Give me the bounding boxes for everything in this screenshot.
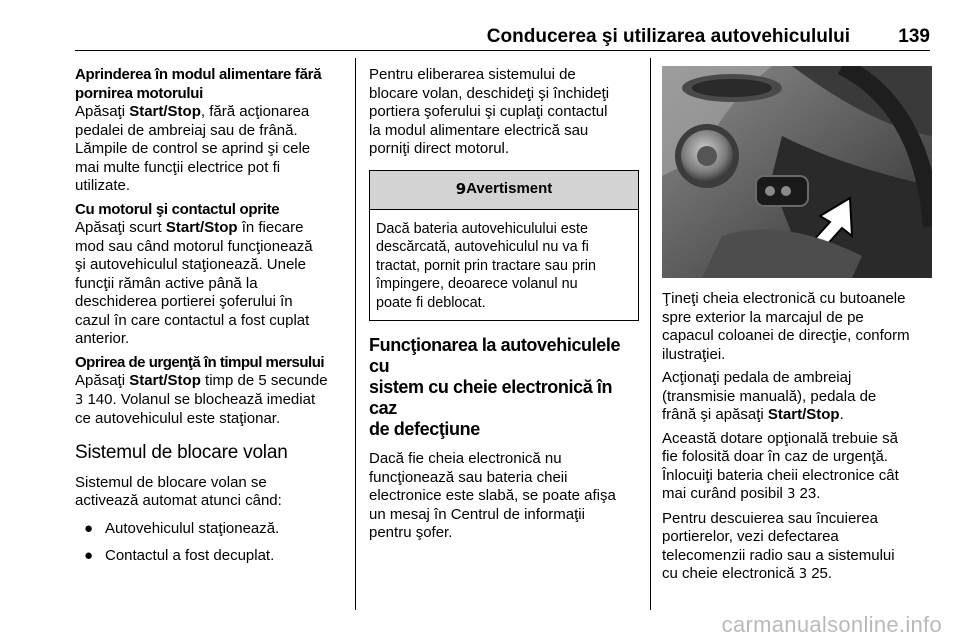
list-item: ● Autovehiculul staţionează. xyxy=(84,519,280,537)
heading-electronic-key-failure: Funcţionarea la autovehiculele cu sistem cu cheie electronică în caz de defecţiune xyxy=(369,335,621,439)
section-title-engine-off: Cu motorul şi contactul oprite xyxy=(75,200,280,218)
warning-header xyxy=(370,171,638,210)
column-divider-1 xyxy=(355,58,356,610)
list-item: ● Contactul a fost decuplat. xyxy=(84,547,275,564)
column-3 xyxy=(662,66,932,585)
paragraph-engine-off: Apăsaţi scurt Start/Stop în fiecare mod sau când motorul funcţionează şi autovehiculul staţionează. Unele funcţii rămân active până la deschiderea portierei şoferului în cazul în care contactul a fost cuplat anterior. xyxy=(75,219,313,347)
watermark: carmanualsonline.info xyxy=(721,612,942,637)
page-header xyxy=(75,22,930,48)
header-rule xyxy=(75,50,930,51)
steering-column-photo xyxy=(662,66,932,278)
bullet-icon: ● xyxy=(84,547,94,564)
bullet-icon: ● xyxy=(84,519,94,537)
page-number: 139 xyxy=(898,26,930,47)
paragraph-press-pedal: Acţionaţi pedala de ambreiaj (transmisie manuală), pedala de frână şi apăsaţi Start/Stop. xyxy=(662,369,877,423)
heading-steering-lock: Sistemul de blocare volan xyxy=(75,441,288,463)
paragraph-emergency-stop: Apăsaţi Start/Stop timp de 5 secunde 3 140. Volanul se blochează imediat ce autovehiculul este staţionar. xyxy=(75,372,328,427)
column-1 xyxy=(75,66,347,575)
bullet-list xyxy=(75,520,347,566)
paragraph-hold-key: Ţineţi cheia electronică cu butoanele spre exterior la marcajul de pe capacul coloanei de direcţie, conform ilustraţiei. xyxy=(662,290,910,363)
column-2 xyxy=(369,66,639,543)
paragraph-release-lock: Pentru eliberarea sistemului de blocare volan, deschideţi şi închideţi portiera şoferului şi cuplaţi contactul la modul alimentare electrică sau porniţi direct motorul. xyxy=(369,66,610,157)
section-title-emergency-stop: Oprirea de urgenţă în timpul mersului xyxy=(75,353,325,371)
header-title: Conducerea şi utilizarea autovehiculului xyxy=(486,26,850,47)
warning-title: Avertisment xyxy=(466,180,553,198)
column-divider-2 xyxy=(650,58,651,610)
paragraph-ignition: Apăsaţi Start/Stop, fără acţionarea pedalei de ambreiaj sau de frână. Lămpile de control se aprind şi cele mai multe funcţii electrice pot fi utilizate. xyxy=(75,103,311,194)
section-title-ignition: Aprinderea în modul alimentare fără pornirea motorului xyxy=(75,66,322,102)
page-ref-icon: 3 xyxy=(787,487,796,502)
paragraph-unlock-doors: Pentru descuierea sau încuierea portierelor, vezi defectarea telecomenzii radio sau a sistemului cu cheie electronică 3 25. xyxy=(662,509,895,582)
paragraph-emergency-use: Această dotare opţională trebuie să fie folosită doar în caz de urgenţă. Înlocuiţi bateria cheii electronice cât mai curând posibil 3 23. xyxy=(662,429,899,502)
page-ref-icon: 3 xyxy=(75,392,84,408)
paragraph-steering-lock: Sistemul de blocare volan se activează automat atunci când: xyxy=(75,473,282,509)
warning-box xyxy=(369,170,639,322)
paragraph-key-failure: Dacă fie cheia electronică nu funcţionează sau bateria cheii electronice este slabă, se poate afişa un mesaj în Centrul de informaţii pentru şofer. xyxy=(369,450,616,541)
page-ref-icon: 3 xyxy=(798,567,808,582)
warning-body: Dacă bateria autovehiculului este descărcată, autovehiculul nu va fi tractat, pornit prin tractare sau prin împingere, deoarece volanul nu poate fi deblocat. xyxy=(376,220,596,311)
warning-icon: 9 xyxy=(455,180,467,199)
